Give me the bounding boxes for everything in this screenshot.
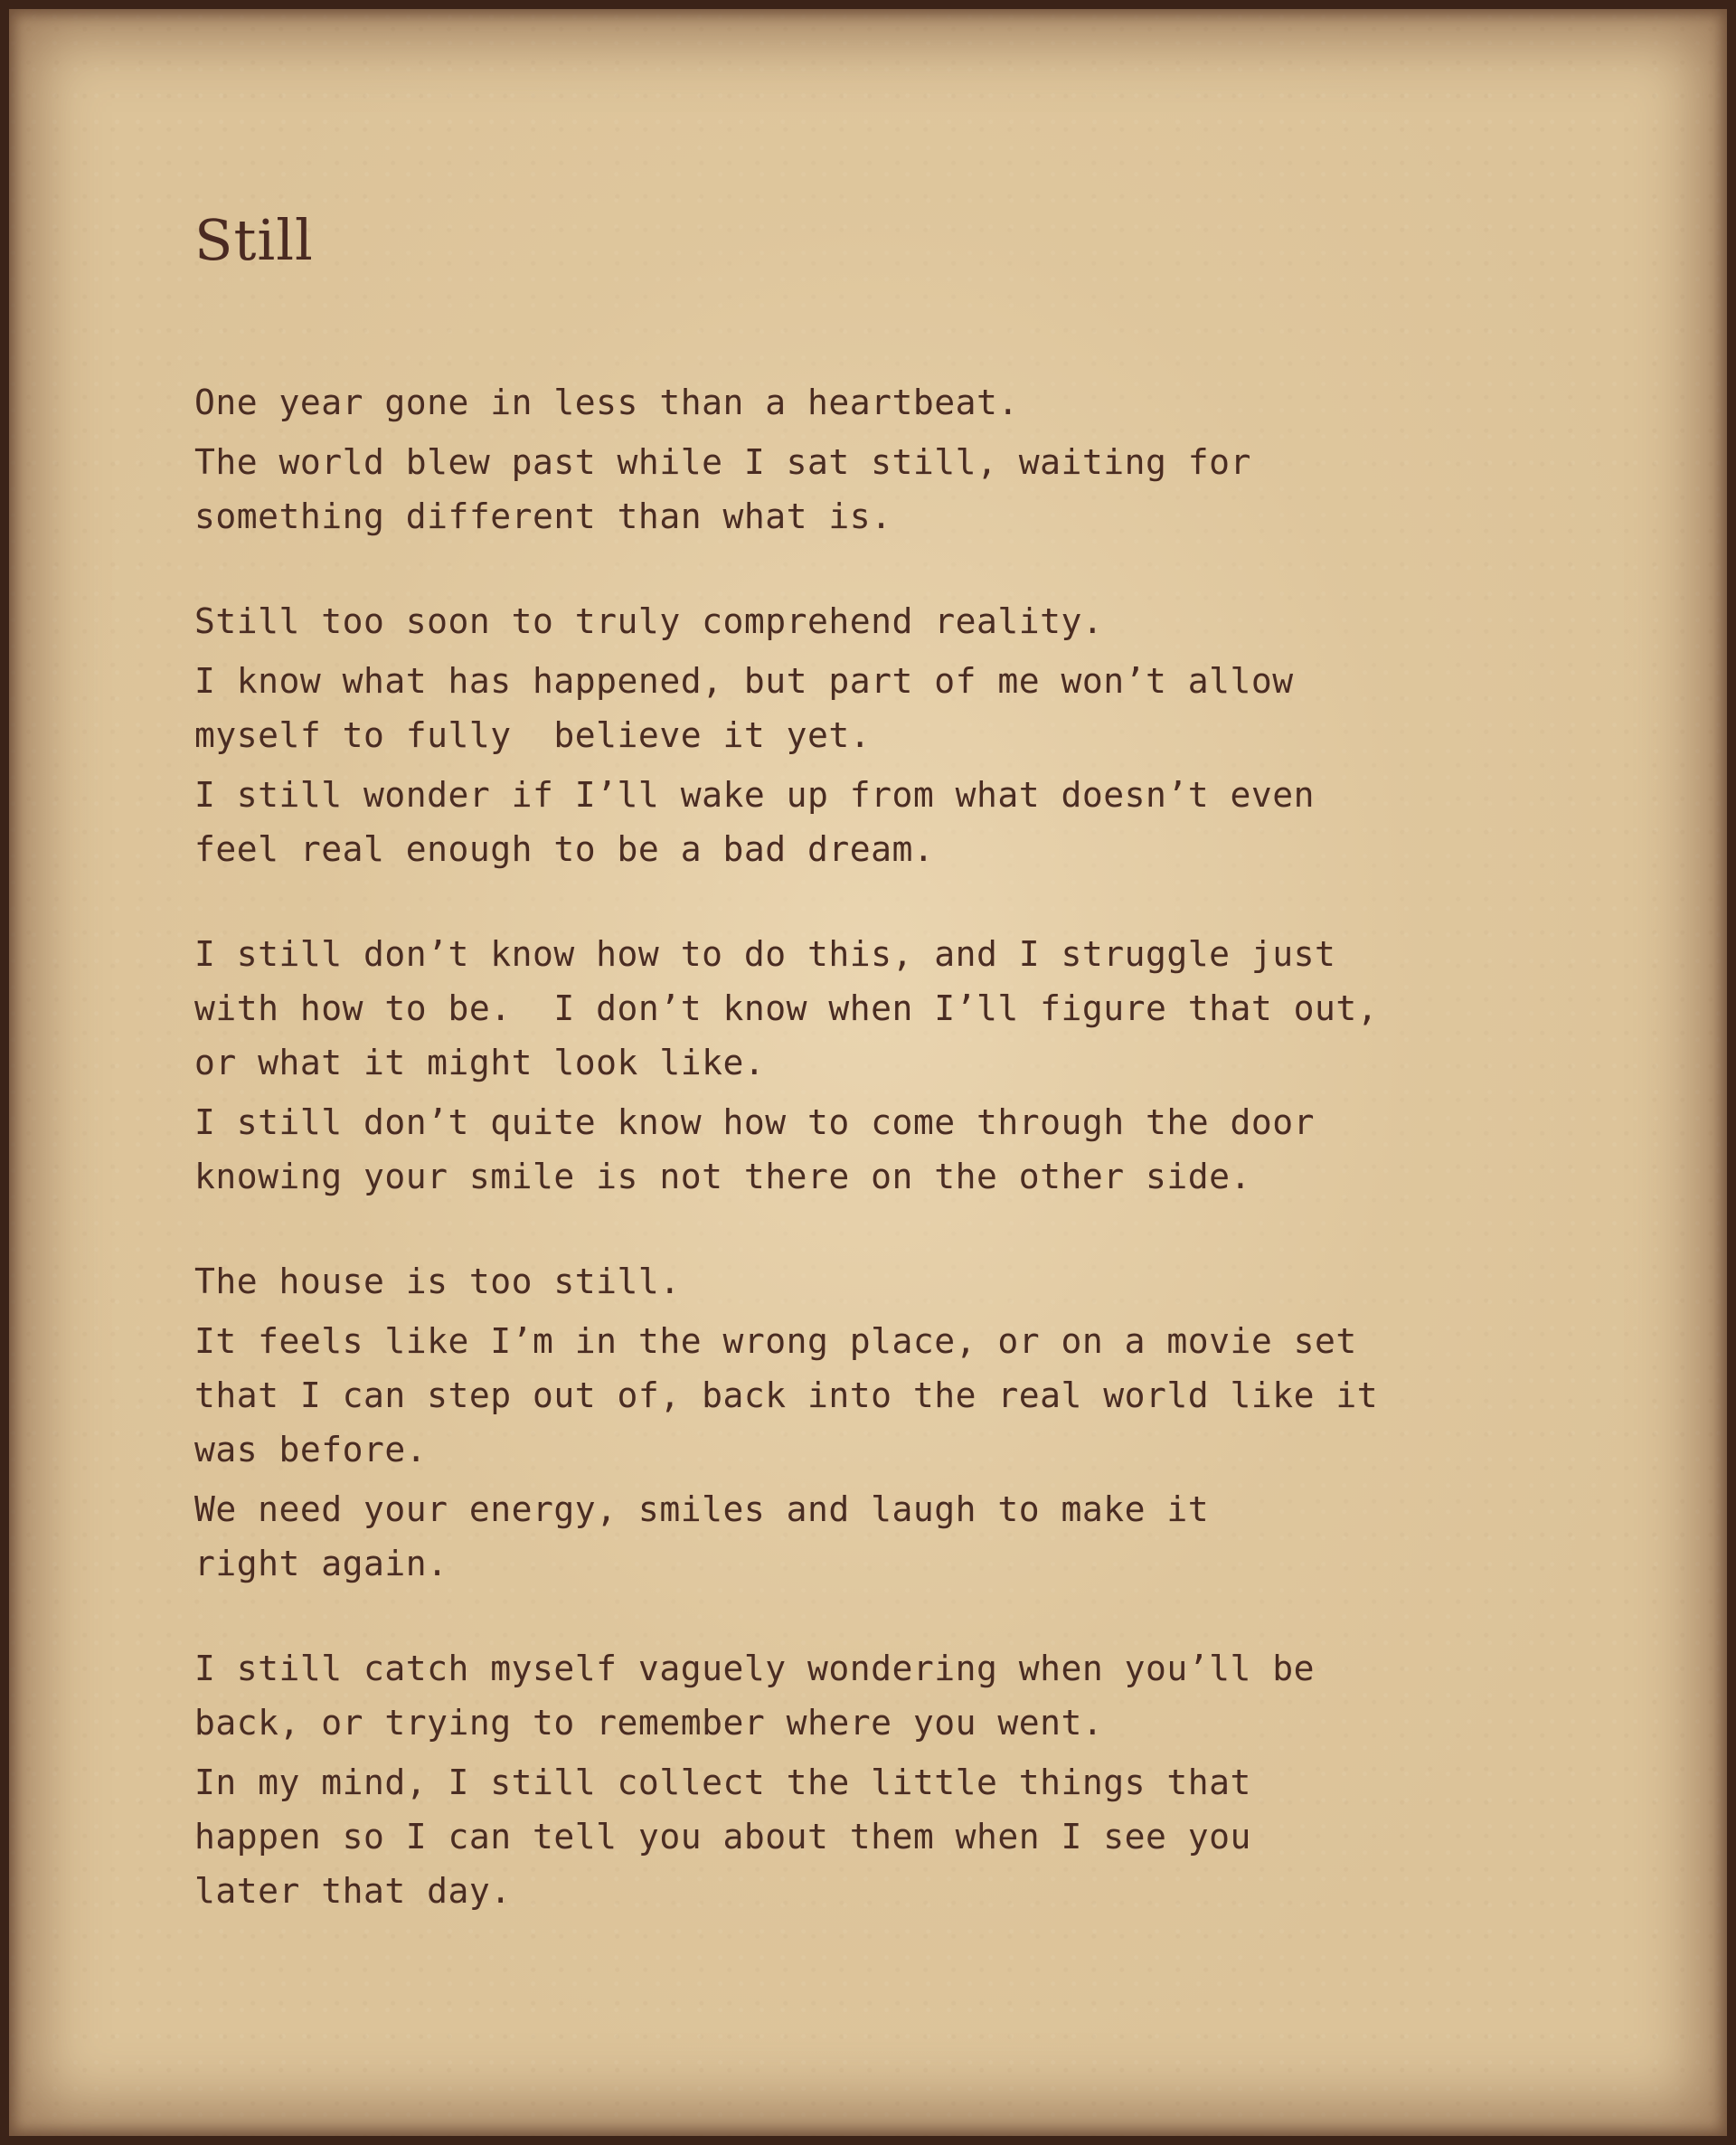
poem-line: In my mind, I still collect the little things that happen so I can tell you about them when I see you later that day.	[194, 1762, 1251, 1911]
poem-line: We need your energy, smiles and laugh to make it right again.	[194, 1489, 1210, 1583]
poem-line: The house is too still.	[194, 1261, 681, 1301]
poem-line: I still don’t know how to do this, and I struggle just with how to be. I don’t know when I’ll figure that out, or what it might look like.	[194, 934, 1379, 1082]
poem-line: It feels like I’m in the wrong place, or on a movie set that I can step out of, back into the real world like it was before.	[194, 1321, 1379, 1469]
stanza-5	[194, 1641, 1460, 1918]
poem-line: The world blew past while I sat still, waiting for something different than what is.	[194, 442, 1251, 536]
poem-line: Still too soon to truly comprehend reality.	[194, 601, 1104, 641]
stanza-2	[194, 594, 1460, 876]
poem-line: I still wonder if I’ll wake up from what doesn’t even feel real enough to be a bad dream.	[194, 775, 1316, 869]
stanza-3	[194, 927, 1460, 1204]
poem-line: One year gone in less than a heartbeat.	[194, 383, 1019, 422]
poem	[194, 207, 1460, 1923]
poem-line: I know what has happened, but part of me won’t allow myself to fully believe it yet.	[194, 661, 1294, 755]
stanza-4	[194, 1254, 1460, 1591]
poem-title: Still	[194, 207, 314, 273]
poem-line: I still don’t quite know how to come through the door knowing your smile is not there on the other side.	[194, 1102, 1316, 1196]
poem-line: I still catch myself vaguely wondering when you’ll be back, or trying to remember where you went.	[194, 1649, 1316, 1743]
stanza-1	[194, 375, 1460, 543]
